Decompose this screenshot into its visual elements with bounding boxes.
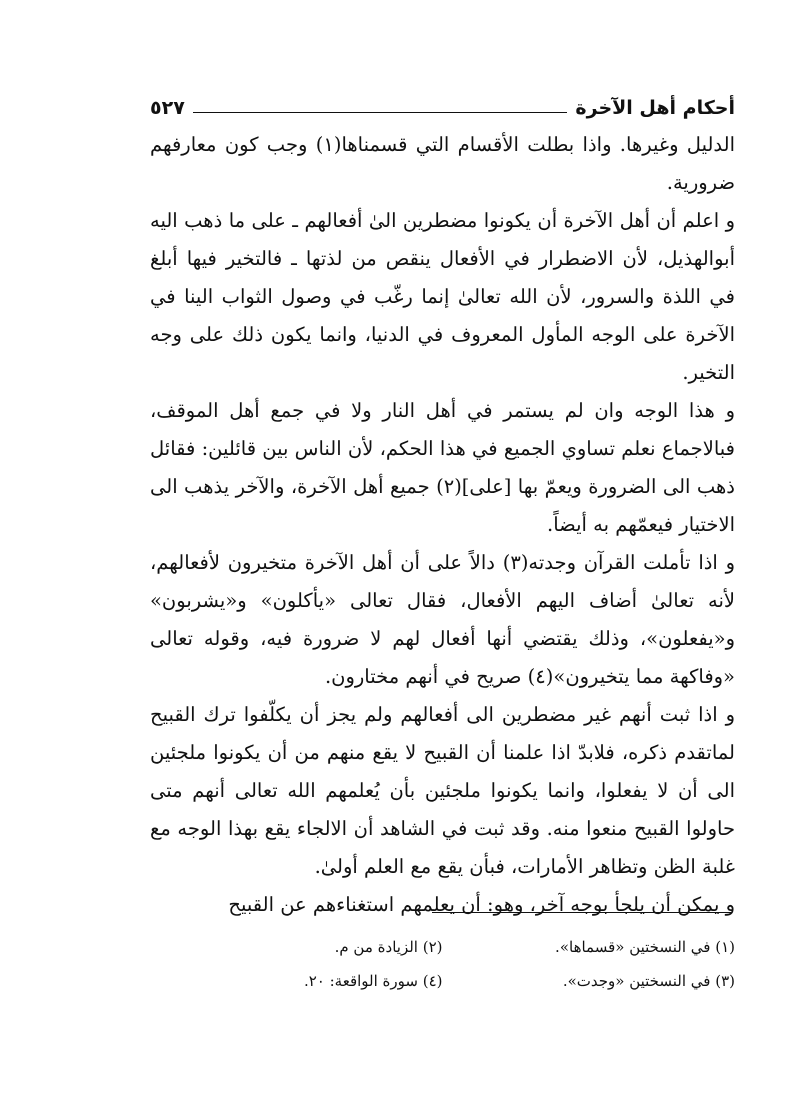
footnotes xyxy=(150,930,735,998)
running-header xyxy=(150,88,735,118)
footnote-4: (٤) سورة الواقعة: ٢٠. xyxy=(303,972,443,990)
paragraph-6: و يمكن أن يلجأ بوجه آخر، وهو: أن يعلمهم استغناءهم عن القبيح xyxy=(228,893,735,916)
main-text xyxy=(150,126,735,924)
footnote-row xyxy=(150,964,735,998)
footnote-separator xyxy=(432,912,732,913)
header-rule xyxy=(193,112,568,113)
page-number: ٥٢٧ xyxy=(150,97,185,119)
paragraph-2: و اعلم أن أهل الآخرة أن يكونوا مضطرين الىٰ أفعالهم ـ على ما ذهب اليه أبوالهذيل، لأن الاضطرار في الأفعال ينقص من لذتها ـ فالتخير فيها أبلغ في اللذة والسرور، لأن الله تعالىٰ إنما رغّب في وصول الثواب الينا في الآخرة على الوجه المأول المعروف في الدنيا، وانما يكون ذلك على وجه التخير. xyxy=(150,209,735,384)
paragraph-1: الدليل وغيرها. واذا بطلت الأقسام التي قسمناها(١) وجب كون معارفهم ضرورية. xyxy=(150,133,735,194)
footnote-2: (٢) الزيادة من م. xyxy=(334,938,443,956)
footnote-row xyxy=(150,930,735,964)
footnote-3: (٣) في النسختين «وجدت». xyxy=(562,972,735,990)
footnote-1: (١) في النسختين «قسماها». xyxy=(555,938,735,956)
paragraph-4: و اذا تأملت القرآن وجدته(٣) دالاً على أن أهل الآخرة متخيرون لأفعالهم، لأنه تعالىٰ أضاف اليهم الأفعال، فقال تعالى «يأكلون» و«يشربون» و«يفعلون»، وذلك يقتضي أنها أفعال لهم لا ضرورة فيه، وقوله تعالى «وفاكهة مما يتخيرون»(٤) صريح في أنهم مختارون. xyxy=(150,551,735,688)
running-title: أحكام أهل الآخرة xyxy=(575,97,735,119)
paragraph-3: و هذا الوجه وان لم يستمر في أهل النار ولا في جمع أهل الموقف، فبالاجماع نعلم تساوي الجميع في هذا الحكم، لأن الناس بين قائلين: فقائل ذهب الى الضرورة ويعمّ بها [على](٢) جميع أهل الآخرة، والآخر يذهب الى الاختيار فيعمّهم به أيضاً. xyxy=(150,399,735,536)
paragraph-5: و اذا ثبت أنهم غير مضطرين الى أفعالهم ولم يجز أن يكلّفوا ترك القبيح لماتقدم ذكره، فلابدّ اذا علمنا أن القبيح لا يقع منهم من أن يكونوا ملجئين الى أن لا يفعلوا، وانما يكونوا ملجئين بأن يُعلمهم الله تعالى أنهم متى حاولوا القبيح منعوا منه. وقد ثبت في الشاهد أن الالجاء يقع بهذا الوجه مع غلبة الظن وتظاهر الأمارات، فبأن يقع مع العلم أولىٰ. xyxy=(150,703,735,878)
